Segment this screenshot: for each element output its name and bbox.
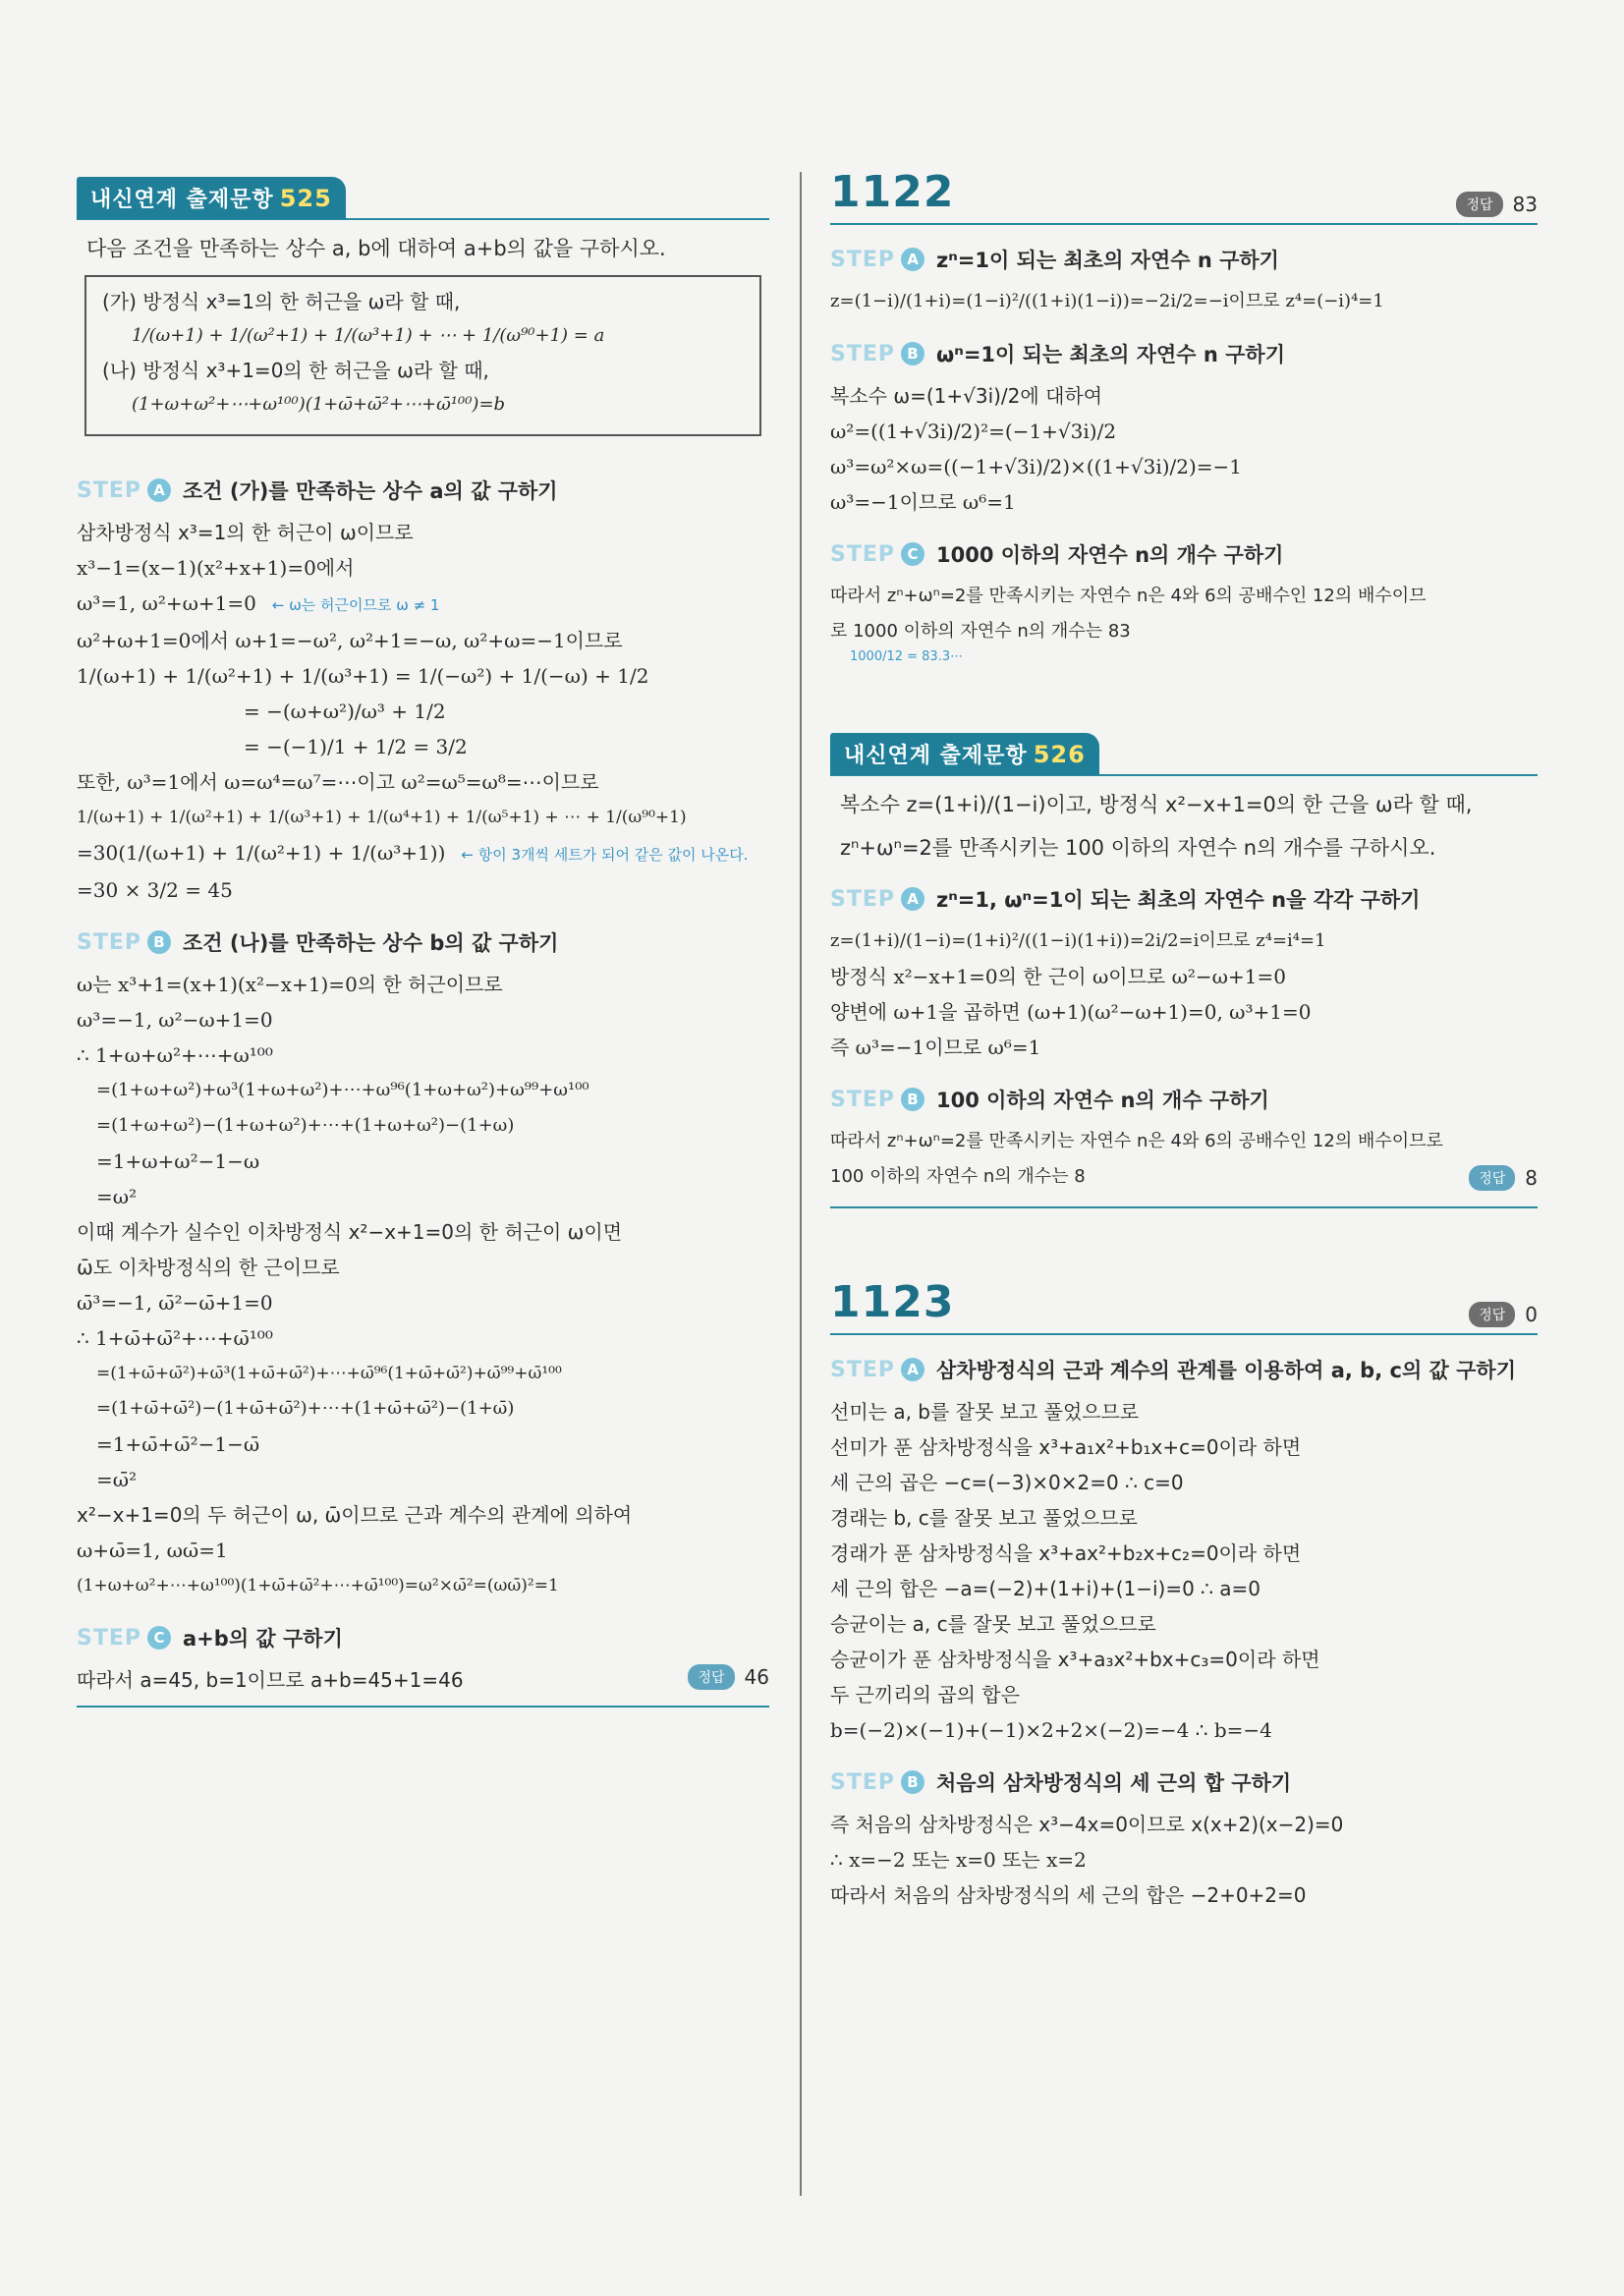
answer-badge: 정답 bbox=[1469, 1165, 1515, 1191]
line: =(1+ω̄+ω̄²)+ω̄³(1+ω̄+ω̄²)+⋯+ω̄⁹⁶(1+ω̄+ω̄²)+ω̄⁹⁹+ω̄¹⁰⁰ bbox=[96, 1364, 562, 1383]
problem-number: 1122 bbox=[830, 167, 955, 217]
answer-value: 46 bbox=[744, 1665, 769, 1689]
step-title: a+b의 값 구하기 bbox=[183, 1627, 343, 1651]
line: =1+ω̄+ω̄²−1−ω̄ bbox=[96, 1432, 260, 1456]
line: ∴ 1+ω̄+ω̄²+⋯+ω̄¹⁰⁰ bbox=[77, 1326, 273, 1350]
step-title: 조건 (나)를 만족하는 상수 b의 값 구하기 bbox=[183, 931, 559, 955]
ref-number: 525 bbox=[279, 184, 332, 212]
annotation-note: ← 항이 3개씩 세트가 되어 같은 값이 나온다. bbox=[461, 846, 749, 864]
line: 100 이하의 자연수 n의 개수는 8 bbox=[830, 1166, 1086, 1187]
problem-526-line: zⁿ+ωⁿ=2를 만족시키는 100 이하의 자연수 n의 개수를 구하시오. bbox=[840, 836, 1436, 860]
line: ω³=ω²×ω=((−1+√3i)/2)×((1+√3i)/2)=−1 bbox=[830, 455, 1243, 478]
step-c-header bbox=[77, 1623, 769, 1652]
answer-value: 0 bbox=[1525, 1303, 1538, 1326]
line: 따라서 zⁿ+ωⁿ=2를 만족시키는 자연수 n은 4와 6의 공배수인 12의 배수이므 bbox=[830, 586, 1427, 606]
line: 양변에 ω+1을 곱하면 (ω+1)(ω²−ω+1)=0, ω³+1=0 bbox=[830, 1000, 1312, 1024]
step-tag: STEP bbox=[830, 1357, 896, 1382]
ref-number: 526 bbox=[1033, 740, 1086, 768]
line: 세 근의 곱은 −c=(−3)×0×2=0 ∴ c=0 bbox=[830, 1471, 1184, 1494]
line: 두 근끼리의 곱의 합은 bbox=[830, 1683, 1020, 1707]
step-title: 조건 (가)를 만족하는 상수 a의 값 구하기 bbox=[183, 479, 558, 503]
step-b-header bbox=[830, 339, 1538, 368]
line: = −(ω+ω²)/ω³ + 1/2 bbox=[244, 700, 446, 723]
step-badge: C bbox=[147, 1626, 171, 1650]
problem-525-text: 다음 조건을 만족하는 상수 a, b에 대하여 a+b의 값을 구하시오. bbox=[86, 237, 666, 260]
ref-526-title bbox=[830, 733, 1099, 775]
line: 선미는 a, b를 잘못 보고 풀었으므로 bbox=[830, 1400, 1140, 1424]
step-title: 1000 이하의 자연수 n의 개수 구하기 bbox=[936, 543, 1284, 567]
line: 경래가 푼 삼차방정식을 x³+ax²+b₂x+c₂=0이라 하면 bbox=[830, 1541, 1302, 1565]
line: ω̄³=−1, ω̄²−ω̄+1=0 bbox=[77, 1291, 273, 1315]
line: (1+ω+ω²+⋯+ω¹⁰⁰)(1+ω̄+ω̄²+⋯+ω̄¹⁰⁰)=ω²×ω̄²=(ωω̄)²=1 bbox=[77, 1576, 559, 1596]
line: ω+ω̄=1, ωω̄=1 bbox=[77, 1539, 228, 1562]
ref-525-title bbox=[77, 177, 346, 219]
step-tag: STEP bbox=[830, 341, 896, 366]
line: ∴ x=−2 또는 x=0 또는 x=2 bbox=[830, 1848, 1087, 1872]
line: ω̄도 이차방정식의 한 근이므로 bbox=[77, 1256, 340, 1279]
line: b=(−2)×(−1)+(−1)×2+2×(−2)=−4 ∴ b=−4 bbox=[830, 1718, 1272, 1742]
step-a-header bbox=[830, 884, 1538, 914]
ref-526-header bbox=[830, 733, 1538, 776]
line: 로 1000 이하의 자연수 n의 개수는 83 bbox=[830, 621, 1131, 642]
condition-ga: (가) 방정식 x³=1의 한 허근을 ω라 할 때, bbox=[102, 290, 461, 313]
step-c-header bbox=[830, 539, 1538, 569]
line-text: =30(1/(ω+1) + 1/(ω²+1) + 1/(ω³+1)) bbox=[77, 841, 446, 865]
line: 선미가 푼 삼차방정식을 x³+a₁x²+b₁x+c=0이라 하면 bbox=[830, 1435, 1302, 1459]
ref-title-text: 내신연계 출제문항 bbox=[90, 187, 274, 212]
step-tag: STEP bbox=[77, 1625, 142, 1651]
step-badge: C bbox=[901, 542, 924, 566]
problem-number: 1123 bbox=[830, 1277, 955, 1327]
line: 즉 처음의 삼차방정식은 x³−4x=0이므로 x(x+2)(x−2)=0 bbox=[830, 1813, 1344, 1836]
line: =1+ω+ω²−1−ω bbox=[96, 1149, 260, 1173]
ref-title-text: 내신연계 출제문항 bbox=[844, 743, 1028, 768]
conditions-box bbox=[84, 275, 761, 436]
line: ω³=−1이므로 ω⁶=1 bbox=[830, 490, 1016, 514]
problem-answer bbox=[1469, 1302, 1538, 1327]
step-badge: B bbox=[147, 930, 171, 954]
line: =ω² bbox=[96, 1185, 138, 1208]
line: =(1+ω̄+ω̄²)−(1+ω̄+ω̄²)+⋯+(1+ω̄+ω̄²)−(1+ω̄) bbox=[96, 1398, 515, 1419]
line-text: ω³=1, ω²+ω+1=0 bbox=[77, 591, 256, 615]
step-b-header bbox=[830, 1085, 1538, 1114]
step-tag: STEP bbox=[830, 886, 896, 912]
step-badge: A bbox=[901, 1358, 924, 1381]
line: = −(−1)/1 + 1/2 = 3/2 bbox=[244, 735, 468, 758]
problem-answer bbox=[1456, 192, 1538, 217]
answer-badge: 정답 bbox=[1456, 192, 1502, 217]
step-b-header bbox=[830, 1767, 1538, 1797]
step-tag: STEP bbox=[77, 929, 142, 955]
condition-na-eq: (1+ω+ω²+⋯+ω¹⁰⁰)(1+ω̄+ω̄²+⋯+ω̄¹⁰⁰)=b bbox=[132, 394, 506, 415]
step-a-header bbox=[830, 245, 1538, 274]
step-tag: STEP bbox=[830, 1769, 896, 1795]
step-tag: STEP bbox=[830, 1087, 896, 1112]
line: =(1+ω+ω²)−(1+ω+ω²)+⋯+(1+ω+ω²)−(1+ω) bbox=[96, 1115, 515, 1136]
step-tag: STEP bbox=[830, 247, 896, 272]
annotation-note: 1000/12 = 83.3⋯ bbox=[850, 649, 964, 664]
line: 복소수 ω=(1+√3i)/2에 대하여 bbox=[830, 384, 1103, 408]
step-title: ωⁿ=1이 되는 최초의 자연수 n 구하기 bbox=[936, 343, 1285, 366]
line bbox=[77, 835, 769, 872]
step-title: 100 이하의 자연수 n의 개수 구하기 bbox=[936, 1089, 1269, 1112]
annotation-note: ← ω는 허근이므로 ω ≠ 1 bbox=[271, 596, 440, 614]
answer-value: 8 bbox=[1525, 1166, 1538, 1190]
problem-1122-header bbox=[830, 167, 1538, 225]
step-badge: A bbox=[147, 478, 171, 502]
line: 경래는 b, c를 잘못 보고 풀었으므로 bbox=[830, 1506, 1138, 1530]
line: 따라서 a=45, b=1이므로 a+b=45+1=46 bbox=[77, 1668, 464, 1692]
answer-value: 83 bbox=[1512, 193, 1538, 216]
step-badge: A bbox=[901, 887, 924, 911]
section-rule bbox=[77, 1706, 769, 1708]
line bbox=[77, 586, 769, 623]
line: 방정식 x²−x+1=0의 한 근이 ω이므로 ω²−ω+1=0 bbox=[830, 965, 1286, 988]
line: 삼차방정식 x³=1의 한 허근이 ω이므로 bbox=[77, 521, 414, 544]
condition-na: (나) 방정식 x³+1=0의 한 허근을 ω라 할 때, bbox=[102, 359, 489, 382]
step-title: 처음의 삼차방정식의 세 근의 합 구하기 bbox=[936, 1771, 1292, 1795]
line: 승균이는 a, c를 잘못 보고 풀었으므로 bbox=[830, 1612, 1156, 1636]
line: 승균이가 푼 삼차방정식을 x³+a₃x²+bx+c₃=0이라 하면 bbox=[830, 1648, 1320, 1671]
line: 즉 ω³=−1이므로 ω⁶=1 bbox=[830, 1036, 1041, 1059]
step-tag: STEP bbox=[830, 541, 896, 567]
line: ω²=((1+√3i)/2)²=(−1+√3i)/2 bbox=[830, 420, 1117, 443]
line: x³−1=(x−1)(x²+x+1)=0에서 bbox=[77, 556, 355, 580]
step-badge: B bbox=[901, 342, 924, 365]
column-divider bbox=[800, 172, 802, 2196]
line: x²−x+1=0의 두 허근이 ω, ω̄이므로 근과 계수의 관계에 의하여 bbox=[77, 1503, 633, 1527]
line: 또한, ω³=1에서 ω=ω⁴=ω⁷=⋯이고 ω²=ω⁵=ω⁸=⋯이므로 bbox=[77, 770, 599, 794]
line: 1/(ω+1) + 1/(ω²+1) + 1/(ω³+1) = 1/(−ω²) + 1/(−ω) + 1/2 bbox=[77, 664, 649, 688]
step-a-header bbox=[77, 476, 769, 505]
step-badge: A bbox=[901, 248, 924, 271]
line: ω³=−1, ω²−ω+1=0 bbox=[77, 1008, 273, 1032]
line: =ω̄² bbox=[96, 1468, 138, 1491]
step-title: zⁿ=1이 되는 최초의 자연수 n 구하기 bbox=[936, 249, 1279, 272]
line: 따라서 처음의 삼차방정식의 세 근의 합은 −2+0+2=0 bbox=[830, 1883, 1307, 1907]
line: z=(1+i)/(1−i)=(1+i)²/((1−i)(1+i))=2i/2=i이므로 z⁴=i⁴=1 bbox=[830, 930, 1326, 951]
line: z=(1−i)/(1+i)=(1−i)²/((1+i)(1−i))=−2i/2=−i이므로 z⁴=(−i)⁴=1 bbox=[830, 291, 1384, 311]
line: =30 × 3/2 = 45 bbox=[77, 878, 233, 902]
line: 세 근의 합은 −a=(−2)+(1+i)+(1−i)=0 ∴ a=0 bbox=[830, 1577, 1260, 1600]
line: 1/(ω+1) + 1/(ω²+1) + 1/(ω³+1) + 1/(ω⁴+1) + 1/(ω⁵+1) + ⋯ + 1/(ω⁹⁰+1) bbox=[77, 808, 687, 827]
problem-1123-header bbox=[830, 1277, 1538, 1335]
line: ω는 x³+1=(x+1)(x²−x+1)=0의 한 허근이므로 bbox=[77, 973, 503, 996]
condition-ga-eq: 1/(ω+1) + 1/(ω²+1) + 1/(ω³+1) + ⋯ + 1/(ω⁹⁰+1) = a bbox=[132, 325, 605, 346]
ref-525-header bbox=[77, 177, 769, 220]
answer-badge: 정답 bbox=[1469, 1302, 1515, 1327]
step-badge: B bbox=[901, 1088, 924, 1111]
line: =(1+ω+ω²)+ω³(1+ω+ω²)+⋯+ω⁹⁶(1+ω+ω²)+ω⁹⁹+ω¹⁰⁰ bbox=[96, 1080, 589, 1100]
step-badge: B bbox=[901, 1770, 924, 1794]
step-a-header bbox=[830, 1355, 1538, 1384]
step-title: zⁿ=1, ωⁿ=1이 되는 최초의 자연수 n을 각각 구하기 bbox=[936, 888, 1421, 912]
line: 따라서 zⁿ+ωⁿ=2를 만족시키는 자연수 n은 4와 6의 공배수인 12의 배수이므로 bbox=[830, 1131, 1443, 1151]
line: 이때 계수가 실수인 이차방정식 x²−x+1=0의 한 허근이 ω이면 bbox=[77, 1220, 623, 1244]
answer-badge: 정답 bbox=[688, 1664, 734, 1690]
problem-526-line: 복소수 z=(1+i)/(1−i)이고, 방정식 x²−x+1=0의 한 근을 ω라 할 때, bbox=[840, 793, 1473, 816]
step-b-header bbox=[77, 927, 769, 957]
step-title: 삼차방정식의 근과 계수의 관계를 이용하여 a, b, c의 값 구하기 bbox=[936, 1359, 1516, 1382]
line: ∴ 1+ω+ω²+⋯+ω¹⁰⁰ bbox=[77, 1043, 273, 1067]
left-column bbox=[77, 177, 769, 1708]
right-column bbox=[830, 167, 1538, 1913]
line: ω²+ω+1=0에서 ω+1=−ω², ω²+1=−ω, ω²+ω=−1이므로 bbox=[77, 629, 623, 652]
step-tag: STEP bbox=[77, 477, 142, 503]
